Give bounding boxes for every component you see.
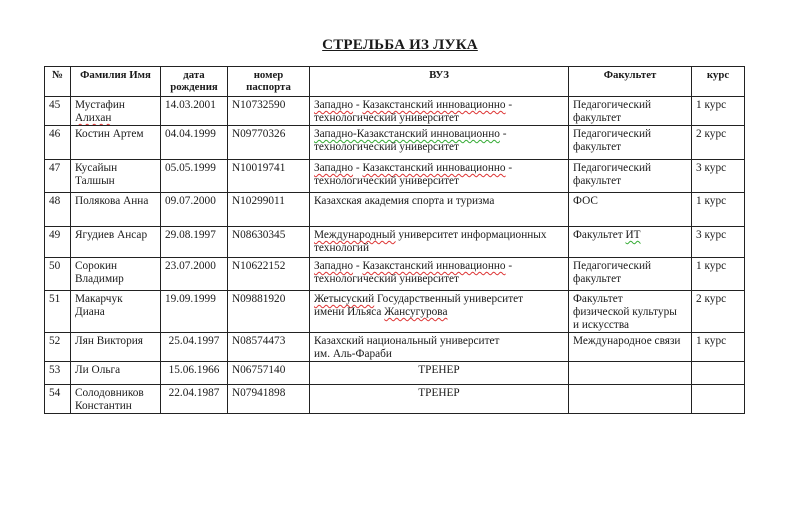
header-passport: номер паспорта	[228, 67, 310, 97]
table-row	[45, 291, 745, 333]
table-row	[45, 227, 745, 258]
cell-name: Макарчук Диана	[71, 291, 161, 333]
cell-dob: 09.07.2000	[161, 193, 228, 227]
cell-university: Международный университет информационных технологий	[310, 227, 569, 258]
cell-num: 52	[45, 333, 71, 362]
cell-passport: N09881920	[228, 291, 310, 333]
cell-num: 51	[45, 291, 71, 333]
cell-faculty: Факультет ИТ	[569, 227, 692, 258]
cell-dob: 22.04.1987	[161, 385, 228, 414]
header-dob: дата рождения	[161, 67, 228, 97]
cell-passport: N08574473	[228, 333, 310, 362]
cell-course	[692, 385, 745, 414]
cell-dob: 23.07.2000	[161, 258, 228, 291]
cell-passport: N10622152	[228, 258, 310, 291]
cell-num: 46	[45, 126, 71, 160]
cell-name: Сорокин Владимир	[71, 258, 161, 291]
header-row	[45, 67, 745, 97]
cell-university: Казахский национальный университет им. Аль-Фараби	[310, 333, 569, 362]
roster-table	[44, 66, 745, 414]
cell-passport: N10732590	[228, 97, 310, 126]
table-row	[45, 362, 745, 385]
cell-dob: 04.04.1999	[161, 126, 228, 160]
cell-university: Западно - Казакстанский инновационно - технологический университет	[310, 160, 569, 193]
header-faculty: Факультет	[569, 67, 692, 97]
cell-course: 3 курс	[692, 227, 745, 258]
cell-dob: 14.03.2001	[161, 97, 228, 126]
cell-faculty: Педагогический факультет	[569, 126, 692, 160]
cell-faculty: Факультет физической культуры и искусства	[569, 291, 692, 333]
page-title: СТРЕЛЬБА ИЗ ЛУКА	[322, 37, 478, 53]
cell-num: 54	[45, 385, 71, 414]
header-num: №	[45, 67, 71, 97]
cell-role: ТРЕНЕР	[310, 362, 569, 385]
cell-name: Мустафин Алихан	[71, 97, 161, 126]
cell-faculty: Педагогический факультет	[569, 258, 692, 291]
cell-num: 45	[45, 97, 71, 126]
header-university: ВУЗ	[310, 67, 569, 97]
cell-course: 1 курс	[692, 333, 745, 362]
cell-course: 2 курс	[692, 126, 745, 160]
cell-num: 47	[45, 160, 71, 193]
cell-course: 1 курс	[692, 193, 745, 227]
cell-name: Солодовников Константин	[71, 385, 161, 414]
cell-dob: 25.04.1997	[161, 333, 228, 362]
cell-num: 48	[45, 193, 71, 227]
header-course: курс	[692, 67, 745, 97]
cell-faculty: ФОС	[569, 193, 692, 227]
cell-dob: 29.08.1997	[161, 227, 228, 258]
cell-passport: N07941898	[228, 385, 310, 414]
table-row	[45, 97, 745, 126]
cell-faculty	[569, 362, 692, 385]
cell-faculty	[569, 385, 692, 414]
cell-faculty: Педагогический факультет	[569, 97, 692, 126]
cell-dob: 15.06.1966	[161, 362, 228, 385]
table-row	[45, 385, 745, 414]
cell-university: Западно-Казакстанский инновационно - технологический университет	[310, 126, 569, 160]
cell-university: Западно - Казакстанский инновационно - технологический университет	[310, 258, 569, 291]
cell-university: Казахская академия спорта и туризма	[310, 193, 569, 227]
cell-faculty: Международное связи	[569, 333, 692, 362]
cell-university: Западно - Казакстанский инновационно - технологический университет	[310, 97, 569, 126]
table-row	[45, 258, 745, 291]
cell-role: ТРЕНЕР	[310, 385, 569, 414]
cell-name: Кусайын Талшын	[71, 160, 161, 193]
table-row	[45, 333, 745, 362]
cell-dob: 05.05.1999	[161, 160, 228, 193]
table-row	[45, 193, 745, 227]
cell-dob: 19.09.1999	[161, 291, 228, 333]
cell-university: Жетысуский Государственный университет имени Ильяса Жансугурова	[310, 291, 569, 333]
cell-course: 3 курс	[692, 160, 745, 193]
cell-name: Костин Артем	[71, 126, 161, 160]
cell-name: Полякова Анна	[71, 193, 161, 227]
cell-course: 2 курс	[692, 291, 745, 333]
cell-passport: N09770326	[228, 126, 310, 160]
cell-num: 53	[45, 362, 71, 385]
header-name: Фамилия Имя	[71, 67, 161, 97]
cell-passport: N08630345	[228, 227, 310, 258]
table-row	[45, 160, 745, 193]
cell-name: Ягудиев Ансар	[71, 227, 161, 258]
cell-num: 50	[45, 258, 71, 291]
cell-name: Ли Ольга	[71, 362, 161, 385]
cell-course: 1 курс	[692, 258, 745, 291]
cell-faculty: Педагогический факультет	[569, 160, 692, 193]
cell-num: 49	[45, 227, 71, 258]
cell-name: Лян Виктория	[71, 333, 161, 362]
cell-passport: N10019741	[228, 160, 310, 193]
cell-passport: N06757140	[228, 362, 310, 385]
cell-passport: N10299011	[228, 193, 310, 227]
cell-course	[692, 362, 745, 385]
table-row	[45, 126, 745, 160]
cell-course: 1 курс	[692, 97, 745, 126]
